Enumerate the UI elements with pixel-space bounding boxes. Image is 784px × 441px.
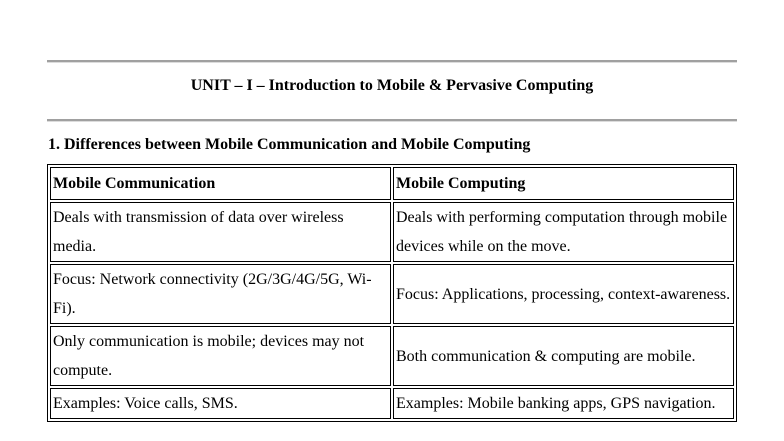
top-divider [47,60,737,63]
unit-title: UNIT – I – Introduction to Mobile & Pervasive Computing [190,77,594,94]
table-row [50,388,734,419]
table-header-row [50,167,734,200]
table-cell: Examples: Voice calls, SMS. [50,388,391,419]
title-divider [47,119,737,122]
table-cell: Deals with performing computation through mobile devices while on the move. [393,202,734,262]
table-cell: Examples: Mobile banking apps, GPS navigation. [393,388,734,419]
table-cell: Both communication & computing are mobile. [393,326,734,386]
table-cell: Focus: Network connectivity (2G/3G/4G/5G, Wi-Fi). [50,264,391,324]
header-mobile-communication: Mobile Communication [50,167,391,200]
table-cell: Focus: Applications, processing, context-awareness. [393,264,734,324]
differences-table [47,164,737,422]
table-cell: Deals with transmission of data over wireless media. [50,202,391,262]
header-mobile-computing: Mobile Computing [393,167,734,200]
table-row [50,326,734,386]
section-heading: 1. Differences between Mobile Communication and Mobile Computing [48,136,531,153]
table-row [50,202,734,262]
table-cell: Only communication is mobile; devices may not compute. [50,326,391,386]
table-row [50,264,734,324]
